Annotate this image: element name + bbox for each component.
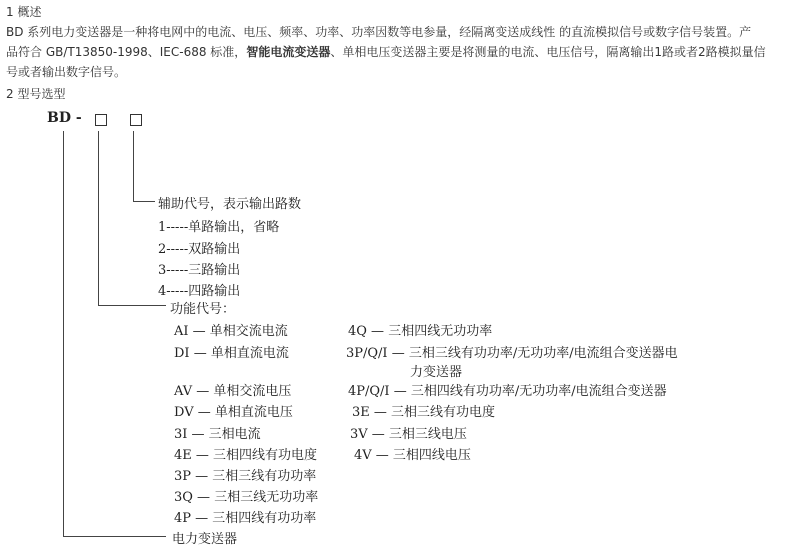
overview-para-line-1: BD 系列电力变送器是一种将电网中的电流、电压、频率、功率、功率因数等电参量，经隔离变送成线性 的直流模拟信号或数字信号装置。产 [6, 25, 752, 39]
function-code-item: AI — 单相交流电流 [174, 324, 288, 339]
aux-code-box [130, 114, 142, 126]
function-code-item: 3Q — 三相三线无功功率 [174, 490, 319, 505]
function-bracket-horizontal [98, 305, 166, 306]
aux-item: 2-----双路输出 [158, 242, 241, 257]
function-code-item: 4E — 三相四线有功电度 [174, 448, 318, 463]
function-bracket-vertical [98, 131, 99, 306]
overview-para-line-2 [6, 42, 794, 62]
function-code-item: 3P — 三相三线有功功率 [174, 469, 317, 484]
overview-para-line-3: 号或者输出数字信号。 [6, 65, 127, 79]
function-code-item: 4P/Q/I — 三相四线有功功率/无功功率/电流组合变送器 [348, 384, 667, 399]
aux-item: 1-----单路输出，省略 [158, 220, 280, 235]
base-bracket-horizontal [63, 536, 166, 537]
para-line-2-b: 、单相电压变送器主要是将测量的电流、电压信号，隔离输出1路或者2路模拟量信 [330, 45, 766, 59]
function-code-item: 4P — 三相四线有功功率 [174, 511, 317, 526]
function-code-item: DI — 单相直流电流 [174, 346, 289, 361]
aux-bracket-vertical [133, 131, 134, 202]
overview-heading: 1 概述 [6, 5, 42, 19]
function-code-box [95, 114, 107, 126]
function-code-item: 3E — 三相三线有功电度 [352, 405, 496, 420]
base-label: 电力变送器 [172, 532, 238, 547]
aux-bracket-horizontal [133, 201, 155, 202]
function-code-title: 功能代号： [170, 302, 236, 317]
aux-item: 3-----三路输出 [158, 263, 241, 278]
function-code-item: 3I — 三相电流 [174, 427, 261, 442]
base-bracket-vertical [63, 131, 64, 537]
para-line-2-a: 品符合 GB/T13850-1998、IEC-688 标准， [6, 45, 247, 59]
aux-item: 4-----四路输出 [158, 284, 241, 299]
function-code-item: 4V — 三相四线电压 [354, 448, 471, 463]
function-code-item: 3P/Q/I — 三相三线有功功率/无功功率/电流组合变送器电 [346, 346, 678, 361]
model-prefix: BD - [47, 110, 82, 126]
function-code-item-continuation: 力变送器 [410, 365, 463, 380]
function-code-item: DV — 单相直流电压 [174, 405, 293, 420]
aux-code-title: 辅助代号，表示输出路数 [158, 197, 302, 212]
function-code-item: 4Q — 三相四线无功功率 [348, 324, 493, 339]
function-code-item: 3V — 三相三线电压 [350, 427, 467, 442]
para-line-2-bold: 智能电流变送器 [246, 45, 331, 59]
model-heading: 2 型号选型 [6, 87, 66, 101]
function-code-item: AV — 单相交流电压 [174, 384, 292, 399]
